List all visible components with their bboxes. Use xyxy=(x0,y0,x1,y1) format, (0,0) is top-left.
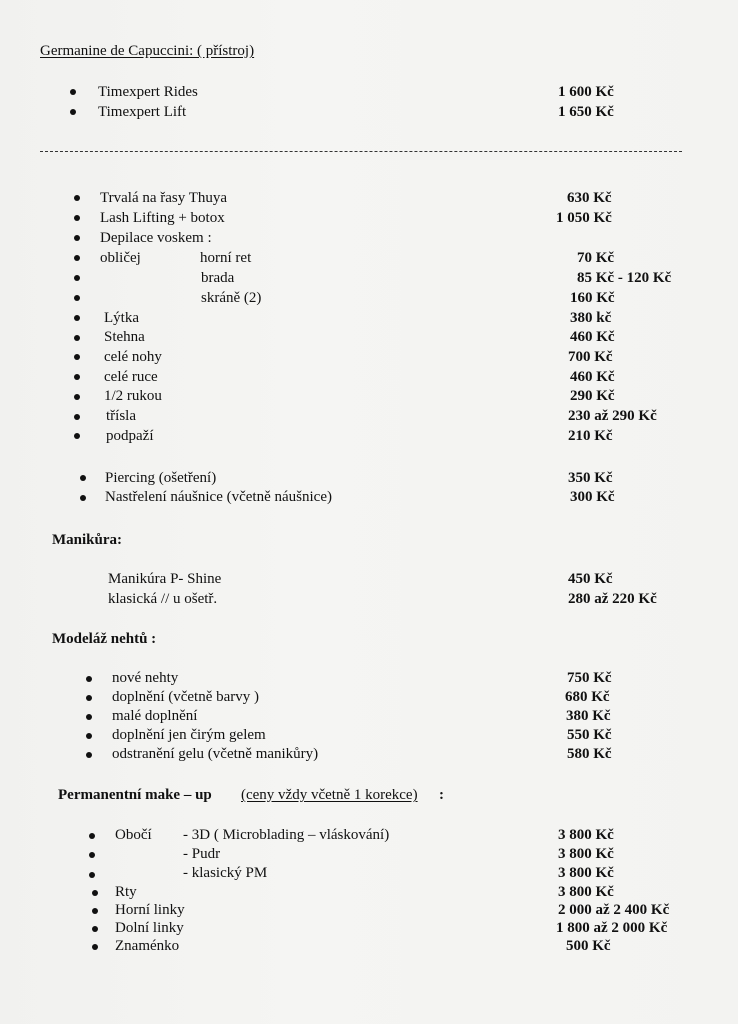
list-item-price: 3 800 Kč xyxy=(558,865,614,881)
list-item-price: 280 až 220 Kč xyxy=(568,591,657,607)
list-item-subname: horní ret xyxy=(200,250,252,266)
bullet xyxy=(92,944,98,950)
list-item-price: 230 až 290 Kč xyxy=(568,408,657,424)
section-heading-manicure: Manikůra: xyxy=(52,532,123,548)
list-item-price: 3 800 Kč xyxy=(558,884,614,900)
list-item-price: 380 Kč xyxy=(566,708,611,724)
list-item-name: třísla xyxy=(106,408,136,424)
list-item-price: 550 Kč xyxy=(567,727,612,743)
bullet xyxy=(86,676,92,682)
list-item-name: doplnění jen čirým gelem xyxy=(112,727,266,743)
list-item-name: Timexpert Lift xyxy=(98,104,187,120)
list-item-price: 1 650 Kč xyxy=(558,104,614,120)
list-item-name: celé nohy xyxy=(104,349,162,365)
list-item-name: obličej xyxy=(100,250,141,266)
bullet xyxy=(70,89,76,95)
list-item-price: 450 Kč xyxy=(568,571,613,587)
list-item-name: malé doplnění xyxy=(112,708,198,724)
section-heading-note: (ceny vždy včetně 1 korekce) xyxy=(241,787,418,803)
bullet xyxy=(74,195,80,201)
bullet xyxy=(74,275,80,281)
list-item-price: 3 800 Kč xyxy=(558,827,614,843)
list-item-name: Timexpert Rides xyxy=(98,84,198,100)
section-heading-pmu: Permanentní make – up xyxy=(58,787,212,803)
list-item-name: 1/2 rukou xyxy=(104,388,162,404)
bullet xyxy=(74,374,80,380)
bullet xyxy=(74,295,80,301)
list-item-price: 2 000 až 2 400 Kč xyxy=(558,902,670,918)
bullet xyxy=(80,475,86,481)
list-item-name: Znaménko xyxy=(115,938,180,954)
bullet xyxy=(89,872,95,878)
list-item-price: 300 Kč xyxy=(570,489,615,505)
list-item-name: Manikúra P- Shine xyxy=(108,571,222,587)
list-item-price: 290 Kč xyxy=(570,388,615,404)
list-item-subname: skráně (2) xyxy=(201,290,262,306)
list-item-price: 1 600 Kč xyxy=(558,84,614,100)
list-item-price: 700 Kč xyxy=(568,349,613,365)
bullet xyxy=(74,315,80,321)
page-title: Germanine de Capuccini: ( přístroj) xyxy=(40,43,255,59)
list-item-name: Obočí xyxy=(115,827,152,843)
bullet xyxy=(86,733,92,739)
list-item-price: 460 Kč xyxy=(570,369,615,385)
list-item-name: Nastřelení náušnice (včetně náušnice) xyxy=(105,489,332,505)
list-item-price: 210 Kč xyxy=(568,428,613,444)
list-item-price: 750 Kč xyxy=(567,670,612,686)
bullet xyxy=(74,433,80,439)
list-item-name: Depilace voskem : xyxy=(100,230,212,246)
list-item-name: Lýtka xyxy=(104,310,139,326)
list-item-name: celé ruce xyxy=(104,369,158,385)
bullet xyxy=(70,109,76,115)
bullet xyxy=(86,695,92,701)
bullet xyxy=(86,714,92,720)
list-item-price: 580 Kč xyxy=(567,746,612,762)
bullet xyxy=(80,495,86,501)
list-item-price: 1 800 až 2 000 Kč xyxy=(556,920,668,936)
list-item-name: Lash Lifting + botox xyxy=(100,210,225,226)
section-heading-nails: Modeláž nehtů : xyxy=(52,631,157,647)
section-heading-colon: : xyxy=(439,787,444,803)
list-item-price: 350 Kč xyxy=(568,470,613,486)
list-item-price: 460 Kč xyxy=(570,329,615,345)
list-item-name: podpaží xyxy=(106,428,154,444)
list-item-price: 380 kč xyxy=(570,310,612,326)
divider xyxy=(40,151,682,152)
list-item-subname: - 3D ( Microblading – vláskování) xyxy=(183,827,390,843)
list-item-name: Dolní linky xyxy=(115,920,184,936)
list-item-price: 630 Kč xyxy=(567,190,612,206)
list-item-price: 3 800 Kč xyxy=(558,846,614,862)
bullet xyxy=(92,908,98,914)
bullet xyxy=(89,852,95,858)
bullet xyxy=(74,414,80,420)
list-item-subname: brada xyxy=(201,270,235,286)
list-item-price: 680 Kč xyxy=(565,689,610,705)
bullet xyxy=(74,215,80,221)
bullet xyxy=(74,394,80,400)
list-item-price: 70 Kč xyxy=(577,250,615,266)
list-item-name: Rty xyxy=(115,884,137,900)
list-item-name: doplnění (včetně barvy ) xyxy=(112,689,260,705)
list-item-price: 500 Kč xyxy=(566,938,611,954)
list-item-subname: - Pudr xyxy=(183,846,221,862)
list-item-name: odstranění gelu (včetně manikůry) xyxy=(112,746,319,762)
list-item-name: klasická // u ošetř. xyxy=(108,591,218,607)
list-item-name: Trvalá na řasy Thuya xyxy=(100,190,228,206)
list-item-price: 1 050 Kč xyxy=(556,210,612,226)
list-item-name: Horní linky xyxy=(115,902,185,918)
bullet xyxy=(86,752,92,758)
bullet xyxy=(92,926,98,932)
list-item-name: Piercing (ošetření) xyxy=(105,470,217,486)
list-item-price: 85 Kč - 120 Kč xyxy=(577,270,672,286)
bullet xyxy=(74,335,80,341)
list-item-price: 160 Kč xyxy=(570,290,615,306)
list-item-name: Stehna xyxy=(104,329,145,345)
list-item-name: nové nehty xyxy=(112,670,179,686)
list-item-subname: - klasický PM xyxy=(183,865,268,881)
bullet xyxy=(92,890,98,896)
bullet xyxy=(89,833,95,839)
bullet xyxy=(74,255,80,261)
bullet xyxy=(74,354,80,360)
bullet xyxy=(74,235,80,241)
